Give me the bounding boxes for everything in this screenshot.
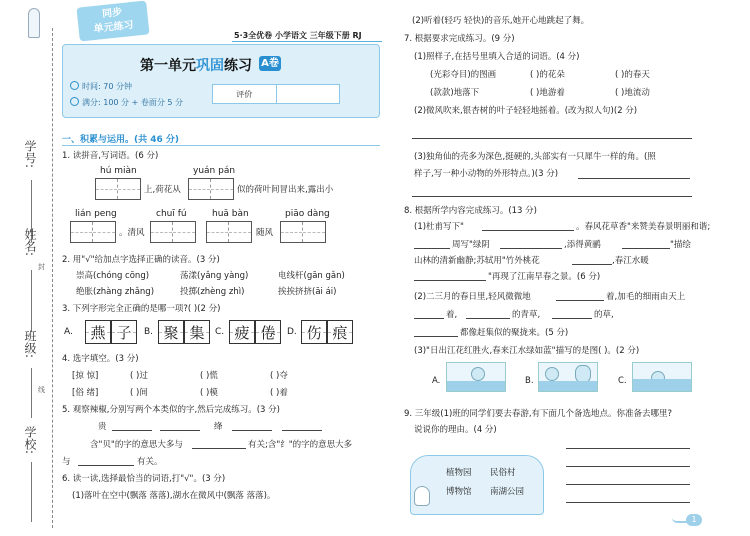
q3-option-a-letter: A. xyxy=(64,327,73,337)
q8-1c: 周写"绿阴 xyxy=(452,240,490,250)
q7-text: 7. 根据要求完成练习。(9 分) xyxy=(404,34,515,44)
q8-2a: (2)二三月的春日里,轻风微微地 xyxy=(414,292,531,302)
rabbit-icon xyxy=(414,486,430,506)
q4-r2-3[interactable]: ( )着 xyxy=(270,388,288,398)
score-text: 满分: 100 分 + 卷面分 5 分 xyxy=(82,98,184,107)
q5-line1-a: 含"贝"的字的意思大多与 xyxy=(90,440,183,450)
rocket-icon xyxy=(28,8,40,38)
answer-line[interactable] xyxy=(414,318,444,319)
answer-line[interactable] xyxy=(566,466,690,467)
writing-grid-1[interactable] xyxy=(95,178,141,200)
writing-grid-2[interactable] xyxy=(188,178,234,200)
answer-line[interactable] xyxy=(412,138,692,139)
q5-blank[interactable] xyxy=(192,448,246,449)
q2-r2-3[interactable]: 挨挨挤挤(āi ái) xyxy=(278,287,337,297)
char-box: 集 xyxy=(184,320,210,344)
char-box: 痕 xyxy=(327,320,353,344)
q7-r1-1: (光彩夺目)的图画 xyxy=(430,70,497,80)
q4-r1-3[interactable]: ( )夺 xyxy=(270,371,288,381)
q9b-text: 说说你的理由。(4 分) xyxy=(414,425,497,435)
class-label: 班级: xyxy=(23,330,37,359)
writing-grid-5[interactable] xyxy=(206,221,252,243)
answer-line[interactable] xyxy=(556,300,604,301)
char-box: 燕 xyxy=(85,320,111,344)
answer-line[interactable] xyxy=(622,248,670,249)
picture-b[interactable] xyxy=(538,362,598,392)
series-label: 5·3全优卷 小学语文 三年级下册 RJ xyxy=(234,31,362,40)
answer-line[interactable] xyxy=(566,484,690,485)
writing-grid-4[interactable] xyxy=(150,221,196,243)
student-number-label: 学号: xyxy=(23,140,37,169)
q4-r2-1[interactable]: ( )间 xyxy=(130,388,148,398)
q8-1a: (1)杜甫写下" xyxy=(414,222,464,232)
place-1: 植物园 xyxy=(446,468,472,478)
water xyxy=(633,379,691,391)
pic-c-label: C. xyxy=(618,376,627,386)
place-4: 南湖公园 xyxy=(490,487,525,497)
q4-r1-group: [掠 惊] xyxy=(72,371,99,381)
q1-line1-a: 上,荷花从 xyxy=(144,185,181,195)
q3-option-c[interactable] xyxy=(229,320,281,344)
answer-line[interactable] xyxy=(572,264,612,265)
char-box: 疲 xyxy=(229,320,255,344)
q1-text: 1. 读拼音,写词语。(6 分) xyxy=(62,151,159,161)
q8-2f: 的草, xyxy=(594,310,614,320)
pinyin-6: piāo dàng xyxy=(285,209,330,219)
evaluation-label: 评价 xyxy=(213,85,277,103)
q3-text: 3. 下列字形完全正确的是哪一项?( )(2 分) xyxy=(62,304,221,314)
answer-line[interactable] xyxy=(552,318,592,319)
school-field[interactable] xyxy=(31,462,32,522)
q4-r2-group: [俗 绪] xyxy=(72,388,99,398)
q5-blank[interactable] xyxy=(112,430,152,431)
answer-line[interactable] xyxy=(566,448,690,449)
pinyin-4: chuī fú xyxy=(156,209,187,219)
q3-option-b-letter: B. xyxy=(144,327,154,337)
sync-badge xyxy=(76,0,149,41)
q1-line2-c: 随风 xyxy=(256,228,274,238)
q3-option-a[interactable] xyxy=(85,320,137,344)
q4-r2-2[interactable]: ( )模 xyxy=(200,388,218,398)
q2-text: 2. 用"√"给加点字选择正确的读音。(3 分) xyxy=(62,255,220,265)
class-field[interactable] xyxy=(31,368,32,418)
binding-line xyxy=(52,28,53,528)
a-paper-badge: A卷 xyxy=(259,56,281,71)
char-box: 倦 xyxy=(255,320,281,344)
q5-text: 5. 观察辣椒,分别写两个本类似的字,然后完成练习。(3 分) xyxy=(62,405,280,415)
char-box: 聚 xyxy=(158,320,184,344)
answer-line[interactable] xyxy=(566,502,690,503)
answer-line[interactable] xyxy=(414,280,486,281)
answer-line[interactable] xyxy=(414,248,450,249)
badge-line-2: 单元练习 xyxy=(93,19,135,36)
q2-r2-1[interactable]: 绝胀(zhàng zhǎng) xyxy=(76,287,155,297)
q3-option-c-letter: C. xyxy=(215,327,225,337)
writing-grid-3[interactable] xyxy=(70,221,116,243)
pinyin-3: lián peng xyxy=(75,209,117,219)
q8-1e: "描绘 xyxy=(670,240,691,250)
line-mark: 线 xyxy=(38,386,45,394)
q8-2g: 都像赶集似的聚拢来。(5 分) xyxy=(460,328,569,338)
picture-c[interactable] xyxy=(632,362,692,392)
q6-text: 6. 读一读,选择最恰当的词语,打"√"。(3 分) xyxy=(62,474,226,484)
places-board xyxy=(410,455,544,515)
badge-line-1: 同步 xyxy=(101,7,123,21)
q8-1h: "再现了江南早春之景。(6 分) xyxy=(488,272,601,282)
answer-line[interactable] xyxy=(578,178,690,179)
sun-icon xyxy=(545,367,559,381)
clock-icon xyxy=(70,81,79,90)
place-3: 博物馆 xyxy=(446,487,472,497)
pic-b-label: B. xyxy=(525,376,534,386)
writing-grid-6[interactable] xyxy=(280,221,326,243)
page-number: 1 xyxy=(686,514,702,526)
q1-line1-b: 似的荷叶间冒出来,露出小 xyxy=(237,185,334,195)
q8-1b: 。春风花草香"来赞美春景明丽和谐; xyxy=(576,222,711,232)
q7-r2-2[interactable]: ( )地游着 xyxy=(530,88,565,98)
evaluation-field[interactable] xyxy=(277,85,340,103)
water xyxy=(539,381,597,391)
q4-r1-1[interactable]: ( )过 xyxy=(130,371,148,381)
score-info xyxy=(70,97,183,108)
q5-blank[interactable] xyxy=(160,430,200,431)
r-line-0[interactable]: (2)听着(轻巧 轻快)的音乐,她开心地跳起了舞。 xyxy=(412,16,590,26)
q3-option-b[interactable] xyxy=(158,320,210,344)
q7-r2-1: (款款)地落下 xyxy=(430,88,480,98)
q3-option-d-letter: D. xyxy=(287,327,297,337)
answer-line[interactable] xyxy=(412,196,692,197)
pinyin-2: yuán pán xyxy=(193,166,236,176)
q8-2b: 着,加毛的细雨由天上 xyxy=(606,292,686,302)
answer-line[interactable] xyxy=(500,248,562,249)
name-label: 姓名: xyxy=(23,228,37,257)
title-part-2: 巩固 xyxy=(196,58,224,74)
q1-line2-a: 。清风 xyxy=(119,228,145,238)
time-text: 时间: 70 分钟 xyxy=(82,82,132,91)
q7-2-text: (2)微风吹来,银杏树的叶子轻轻地摇着。(改为拟人句)(2 分) xyxy=(414,106,638,116)
q4-text: 4. 选字填空。(3 分) xyxy=(62,354,139,364)
section-title: 一、积累与运用。(共 46 分) xyxy=(62,135,180,145)
q5-blank[interactable] xyxy=(232,430,272,431)
school-label: 学校: xyxy=(23,426,37,455)
q8-text: 8. 根据所学内容完成练习。(13 分) xyxy=(404,206,537,216)
q2-r1-2[interactable]: 荡漾(yǎng yàng) xyxy=(180,271,249,281)
page-title xyxy=(140,55,252,75)
char-box: 伤 xyxy=(301,320,327,344)
check-icon xyxy=(70,97,79,106)
q8-1g: ,春江水暖 xyxy=(612,256,649,266)
q7-1-text: (1)照样子,在括号里填入合适的词语。(4 分) xyxy=(414,52,580,62)
q2-r1-3[interactable]: 电线杆(gān gǎn) xyxy=(278,271,345,281)
char-box: 子 xyxy=(111,320,137,344)
seal-mark: 封 xyxy=(38,263,45,271)
q7-r2-3[interactable]: ( )地流动 xyxy=(615,88,650,98)
q5-line1-b: 有关;含"纟"的字的意思大多 xyxy=(248,440,353,450)
title-part-1: 第一单元 xyxy=(140,58,196,74)
q4-r1-2[interactable]: ( )慌 xyxy=(200,371,218,381)
title-part-3: 练习 xyxy=(224,58,252,74)
q6-line1[interactable]: (1)落叶在空中(飘落 落落),湖水在微风中(飘落 落落)。 xyxy=(72,491,276,501)
answer-line[interactable] xyxy=(482,230,574,231)
section-rule xyxy=(62,145,380,146)
q7-3-text: (3)独角仙的壳多为深色,挺硬的,头部实有一只犀牛一样的角。(照 xyxy=(414,152,656,162)
pic-a-label: A. xyxy=(432,376,441,386)
pinyin-5: huā bàn xyxy=(212,209,249,219)
evaluation-box xyxy=(212,84,340,104)
q5-line2-b: 有关。 xyxy=(137,457,163,467)
q7-r1-2[interactable]: ( )的花朵 xyxy=(530,70,565,80)
q8-1f: 山林的清新幽静;苏轼用"竹外桃花 xyxy=(414,256,540,266)
q8-3-text: (3)"日出江花红胜火,春来江水绿如蓝"描写的是图( )。(2 分) xyxy=(414,346,640,356)
picture-a[interactable] xyxy=(446,362,506,392)
q9-text: 9. 三年级(1)班的同学们要去春游,有下面几个备选地点。你准备去哪里? xyxy=(404,409,673,419)
pinyin-1: hú miàn xyxy=(100,166,137,176)
place-2: 民俗村 xyxy=(490,468,516,478)
q7-r1-3[interactable]: ( )的春天 xyxy=(615,70,650,80)
q7-3b-text: 样子,写一种小动物的外形特点。)(3 分) xyxy=(414,169,559,179)
answer-line[interactable] xyxy=(466,318,510,319)
q5-line2-a: 与 xyxy=(62,457,71,467)
name-field[interactable] xyxy=(31,270,32,332)
header-rule xyxy=(232,41,382,42)
q5-blank[interactable] xyxy=(78,465,134,466)
sun-icon xyxy=(471,367,485,381)
answer-line[interactable] xyxy=(414,336,458,337)
q5-blank[interactable] xyxy=(282,430,322,431)
q8-2c: 着, xyxy=(446,310,458,320)
q5-word-3: 绛 xyxy=(214,422,223,432)
q2-r1-1[interactable]: 崇高(chóng cōng) xyxy=(76,271,150,281)
q8-2d: 的青草, xyxy=(512,310,541,320)
q5-word-1: 贵 xyxy=(98,422,107,432)
q2-r2-2[interactable]: 投掷(zhèng zhì) xyxy=(180,287,245,297)
water xyxy=(447,381,505,391)
q8-1d: ,添得黄鹂 xyxy=(564,240,601,250)
time-info xyxy=(70,81,132,92)
q3-option-d[interactable] xyxy=(301,320,353,344)
